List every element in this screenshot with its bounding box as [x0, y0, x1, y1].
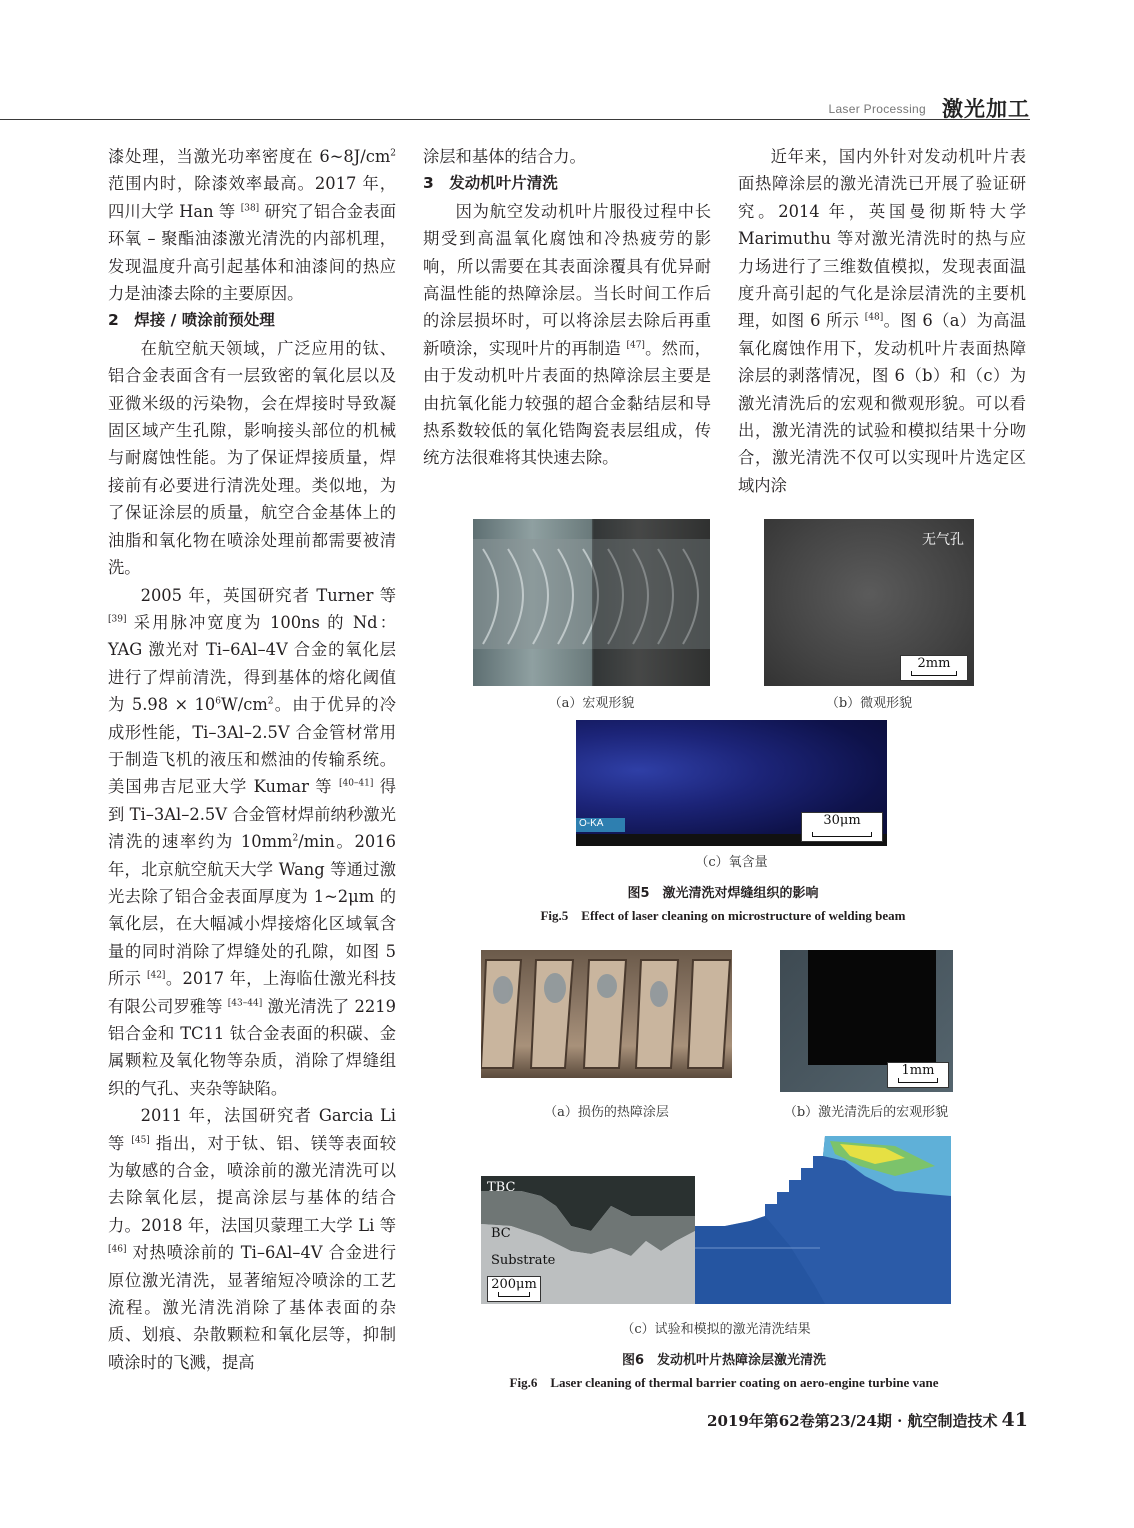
paragraph: 漆处理，当激光功率密度在 $6\sim 8J/cm^2$ 范围内时，除漆效率最高。2017 年，四川大学 Han 等 [38] 研究了铝合金表面环氧 – 聚酯油漆激光清洗的内部机理，发现温度升高引起基体和油漆间的热应力是油漆去除的主要原因。 — [108, 147, 396, 304]
fig6a-caption: （a）损伤的热障涂层 — [544, 1105, 669, 1120]
weld-bead-drawing — [473, 519, 710, 686]
text-column-1 — [108, 143, 396, 1376]
header-english: Laser Processing — [828, 102, 926, 116]
fig6c-simulation-image — [695, 1136, 951, 1304]
scale-bar — [900, 655, 968, 681]
text-column-2 — [423, 143, 711, 472]
element-tag: O-KA — [576, 818, 625, 832]
scale-label: 1mm — [901, 1063, 935, 1078]
paragraph: 近年来，国内外针对发动机叶片表面热障涂层的激光清洗已开展了验证研究。2014 年，英国曼彻斯特大学 Marimuthu 等对激光清洗时的热与应力场进行了三维数值模拟，发现表面温度升高引起的气化是涂层清洗的主要机理，如图 6 所示 [48]。图 6（a）为高温氧化腐蚀作用下，发动机叶片表面热障涂层的剥落情况，图 6（b）和（c）为激光清洗后的宏观和微观形貌。可以看出，激光清洗的试验和模拟结果十分吻合，激光清洗不仅可以实现叶片选定区域内涂 — [738, 147, 1026, 495]
fig5a-weld-macro-image — [473, 519, 710, 686]
substrate-label: Substrate — [491, 1253, 556, 1268]
fig6-title-cn: 图6 发动机叶片热障涂层激光清洗 — [621, 1353, 827, 1368]
fig6b-cleaned-macro-image — [780, 950, 953, 1092]
fig5a-caption: （a）宏观形貌 — [548, 696, 635, 711]
section-heading-2: 2 焊接 / 喷涂前预处理 — [108, 311, 275, 330]
running-header — [0, 93, 1030, 120]
paragraph: 因为航空发动机叶片服役过程中长期受到高温氧化腐蚀和冷热疲劳的影响，所以需要在其表面涂覆具有优异耐高温性能的热障涂层。当长时间工作后的涂层损坏时，可以将涂层去除后再重新喷涂，实现叶片的再制造 [47]。然而，由于发动机叶片表面的热障涂层主要是由抗氧化能力较强的超合金黏结层和导热系数较低的氧化锆陶瓷表层组成，传统方法很难将其快速去除。 — [423, 201, 711, 468]
paragraph: 2005 年，英国研究者 Turner 等 [39] 采用脉冲宽度为 100ns 的 Nd：YAG 激光对 Ti–6Al–4V 合金的氧化层进行了焊前清洗，得到基体的熔化阈值为 $5.98 \times 10^6W/cm^2$。由于优异的冷成形性能，Ti–3Al–2.5V 合金管材常用于制造飞机的液压和燃油的传输系统。美国弗吉尼亚大学 Kumar 等 [40–41] 得到 Ti–3Al–2.5V 合金管材焊前纳秒激光清洗的速率约为 $10mm^2/\min$。2016 年，北京航空航天大学 Wang 等通过激光去除了铝合金表面厚度为 1~2μm 的氧化层，在大幅减小焊接熔化区域氧含量的同时消除了焊缝处的孔隙，如图 5 所示 [42]。2017 年，上海临仕激光科技有限公司罗雅等 [43–44] 激光清洗了 2219 铝合金和 TC11 钛合金表面的积碳、金属颗粒及氧化物等杂质，消除了焊缝组织的气孔、夹杂等缺陷。 — [108, 585, 396, 1098]
fig6-title-en: Fig.6 Laser cleaning of thermal barrier coating on aero-engine turbine vane — [509, 1375, 939, 1390]
fig5c-oxygen-map-image — [576, 720, 887, 846]
text-column-3 — [738, 143, 1026, 499]
fig5-title-cn: 图5 激光清洗对焊缝组织的影响 — [627, 886, 819, 901]
fig6c-experiment-cross-section — [481, 1176, 695, 1304]
fig6a-damaged-coating-image — [481, 950, 732, 1078]
page-number: 41 — [1001, 1409, 1028, 1431]
scale-label: 2mm — [917, 656, 951, 671]
fig5c-caption: （c）氧含量 — [695, 855, 768, 870]
paragraph: 在航空航天领域，广泛应用的钛、铝合金表面含有一层致密的氧化层以及亚微米级的污染物，会在焊接时导致凝固区域产生孔隙，影响接头部位的机械与耐腐蚀性能。为了保证焊接质量，焊接前有必要进行清洗处理。类似地，为了保证涂层的质量，航空合金基体上的油脂和氧化物在喷涂处理前都需要被清洗。 — [108, 338, 396, 578]
journal-issue: 2019年第62卷第23/24期 · 航空制造技术 — [707, 1412, 998, 1430]
header-chinese: 激光加工 — [942, 97, 1030, 121]
scale-bar — [887, 1062, 949, 1088]
fig5b-caption: （b）微观形貌 — [825, 696, 913, 711]
scale-bar — [487, 1276, 541, 1302]
paragraph: 2011 年，法国研究者 Garcia Li 等 [45] 指出，对于钛、铝、镁等表面较为敏感的合金，喷涂前的激光清洗可以去除氧化层，提高涂层与基体的结合力。2018 年，法国贝蒙理工大学 Li 等 [46] 对热喷涂前的 Ti–6Al–4V 合金进行原位激光清洗，显著缩短冷喷涂的工艺流程。激光清洗消除了基体表面的杂质、划痕、杂散颗粒和氧化层等，抑制喷涂时的飞溅，提高 — [108, 1106, 396, 1372]
section-heading-3: 3 发动机叶片清洗 — [423, 174, 558, 193]
fig5b-micro-image — [764, 519, 974, 686]
cleaned-region — [808, 950, 936, 1065]
bc-label: BC — [491, 1226, 511, 1241]
scale-bar — [801, 812, 883, 842]
fig6c-caption: （c）试验和模拟的激光清洗结果 — [621, 1322, 811, 1337]
turbine-vanes-drawing — [481, 950, 732, 1078]
simulation-drawing — [695, 1136, 951, 1304]
page-footer — [707, 1409, 1028, 1431]
no-pores-label: 无气孔 — [922, 532, 964, 548]
tbc-label: TBC — [487, 1180, 516, 1195]
scale-label: 30μm — [823, 813, 861, 828]
fig6b-caption: （b）激光清洗后的宏观形貌 — [783, 1105, 949, 1120]
scale-label: 200μm — [491, 1277, 537, 1292]
fig5-title-en: Fig.5 Effect of laser cleaning on microstructure of welding beam — [540, 908, 906, 923]
paragraph: 涂层和基体的结合力。 — [423, 147, 586, 166]
